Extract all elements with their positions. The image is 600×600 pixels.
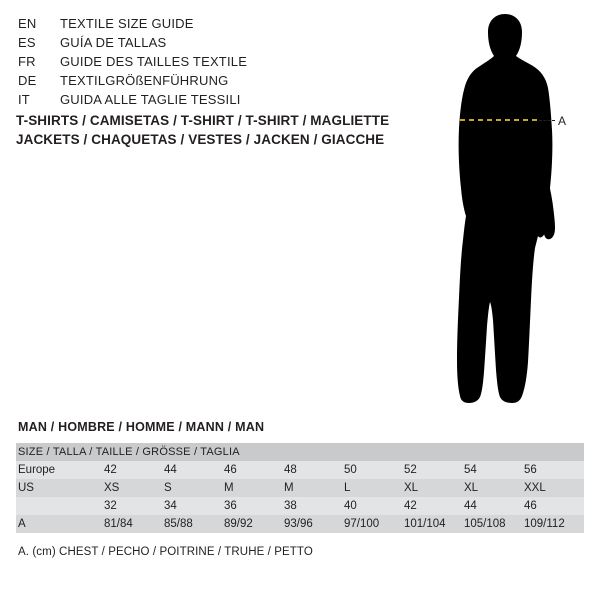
cell: XL	[404, 482, 419, 494]
cell: 46	[524, 500, 537, 512]
cell: 42	[104, 464, 117, 476]
table-row	[16, 461, 584, 479]
cell: 38	[284, 500, 297, 512]
table-header-row	[16, 443, 584, 461]
cell: XXL	[524, 482, 546, 494]
row-label: Europe	[18, 464, 56, 476]
section-title-man: MAN / HOMBRE / HOMME / MANN / MAN	[18, 420, 265, 434]
table-header-label: SIZE / TALLA / TAILLE / GRÖSSE / TAGLIA	[18, 446, 240, 458]
cell: S	[164, 482, 172, 494]
cell: 40	[344, 500, 357, 512]
cell: 105/108	[464, 518, 506, 530]
cell: 36	[224, 500, 237, 512]
language-row	[18, 73, 398, 92]
cell: 54	[464, 464, 477, 476]
size-table	[16, 443, 584, 533]
measure-label-a: A	[558, 114, 567, 128]
language-row	[18, 92, 398, 111]
language-list	[18, 16, 398, 111]
cell: 50	[344, 464, 357, 476]
cell: 85/88	[164, 518, 193, 530]
table-row	[16, 497, 584, 515]
language-code: FR	[18, 54, 36, 69]
cell: 109/112	[524, 518, 565, 530]
language-text: TEXTILE SIZE GUIDE	[60, 16, 194, 31]
cell: 32	[104, 500, 117, 512]
row-label	[16, 497, 104, 515]
cell: 52	[404, 464, 417, 476]
measure-leader-line	[539, 120, 555, 121]
table-row	[16, 515, 584, 533]
cell: XS	[104, 482, 120, 494]
footnote-chest-measure: A. (cm) CHEST / PECHO / POITRINE / TRUHE / PETTO	[18, 546, 313, 558]
cell: M	[284, 482, 294, 494]
cell: 56	[524, 464, 537, 476]
category-tshirts: T-SHIRTS / CAMISETAS / T-SHIRT / T-SHIRT / MAGLIETTE	[16, 113, 390, 128]
language-code: IT	[18, 92, 30, 107]
language-text: GUIDA ALLE TAGLIE TESSILI	[60, 92, 241, 107]
cell: 48	[284, 464, 297, 476]
table-row	[16, 479, 584, 497]
language-row	[18, 54, 398, 73]
cell: 34	[164, 500, 177, 512]
cell: 89/92	[224, 518, 253, 530]
cell: 101/104	[404, 518, 446, 530]
cell: 42	[404, 500, 417, 512]
cell: 93/96	[284, 518, 313, 530]
language-code: EN	[18, 16, 37, 31]
language-text: GUÍA DE TALLAS	[60, 35, 167, 50]
cell: L	[344, 482, 351, 494]
category-list	[16, 111, 416, 149]
row-label: US	[18, 482, 34, 494]
language-text: GUIDE DES TAILLES TEXTILE	[60, 54, 248, 69]
male-silhouette-figure	[400, 10, 600, 410]
cell: 97/100	[344, 518, 380, 530]
cell: 46	[224, 464, 237, 476]
category-jackets: JACKETS / CHAQUETAS / VESTES / JACKEN / GIACCHE	[16, 132, 385, 147]
row-label: A	[18, 518, 26, 530]
cell: 81/84	[104, 518, 133, 530]
cell: 44	[464, 500, 477, 512]
silhouette-icon	[400, 10, 600, 410]
cell: 44	[164, 464, 177, 476]
cell: XL	[464, 482, 479, 494]
language-code: ES	[18, 35, 36, 50]
language-row	[18, 35, 398, 54]
language-row	[18, 16, 398, 35]
cell: M	[224, 482, 234, 494]
language-text: TEXTILGRÖßENFÜHRUNG	[60, 73, 229, 88]
language-code: DE	[18, 73, 37, 88]
